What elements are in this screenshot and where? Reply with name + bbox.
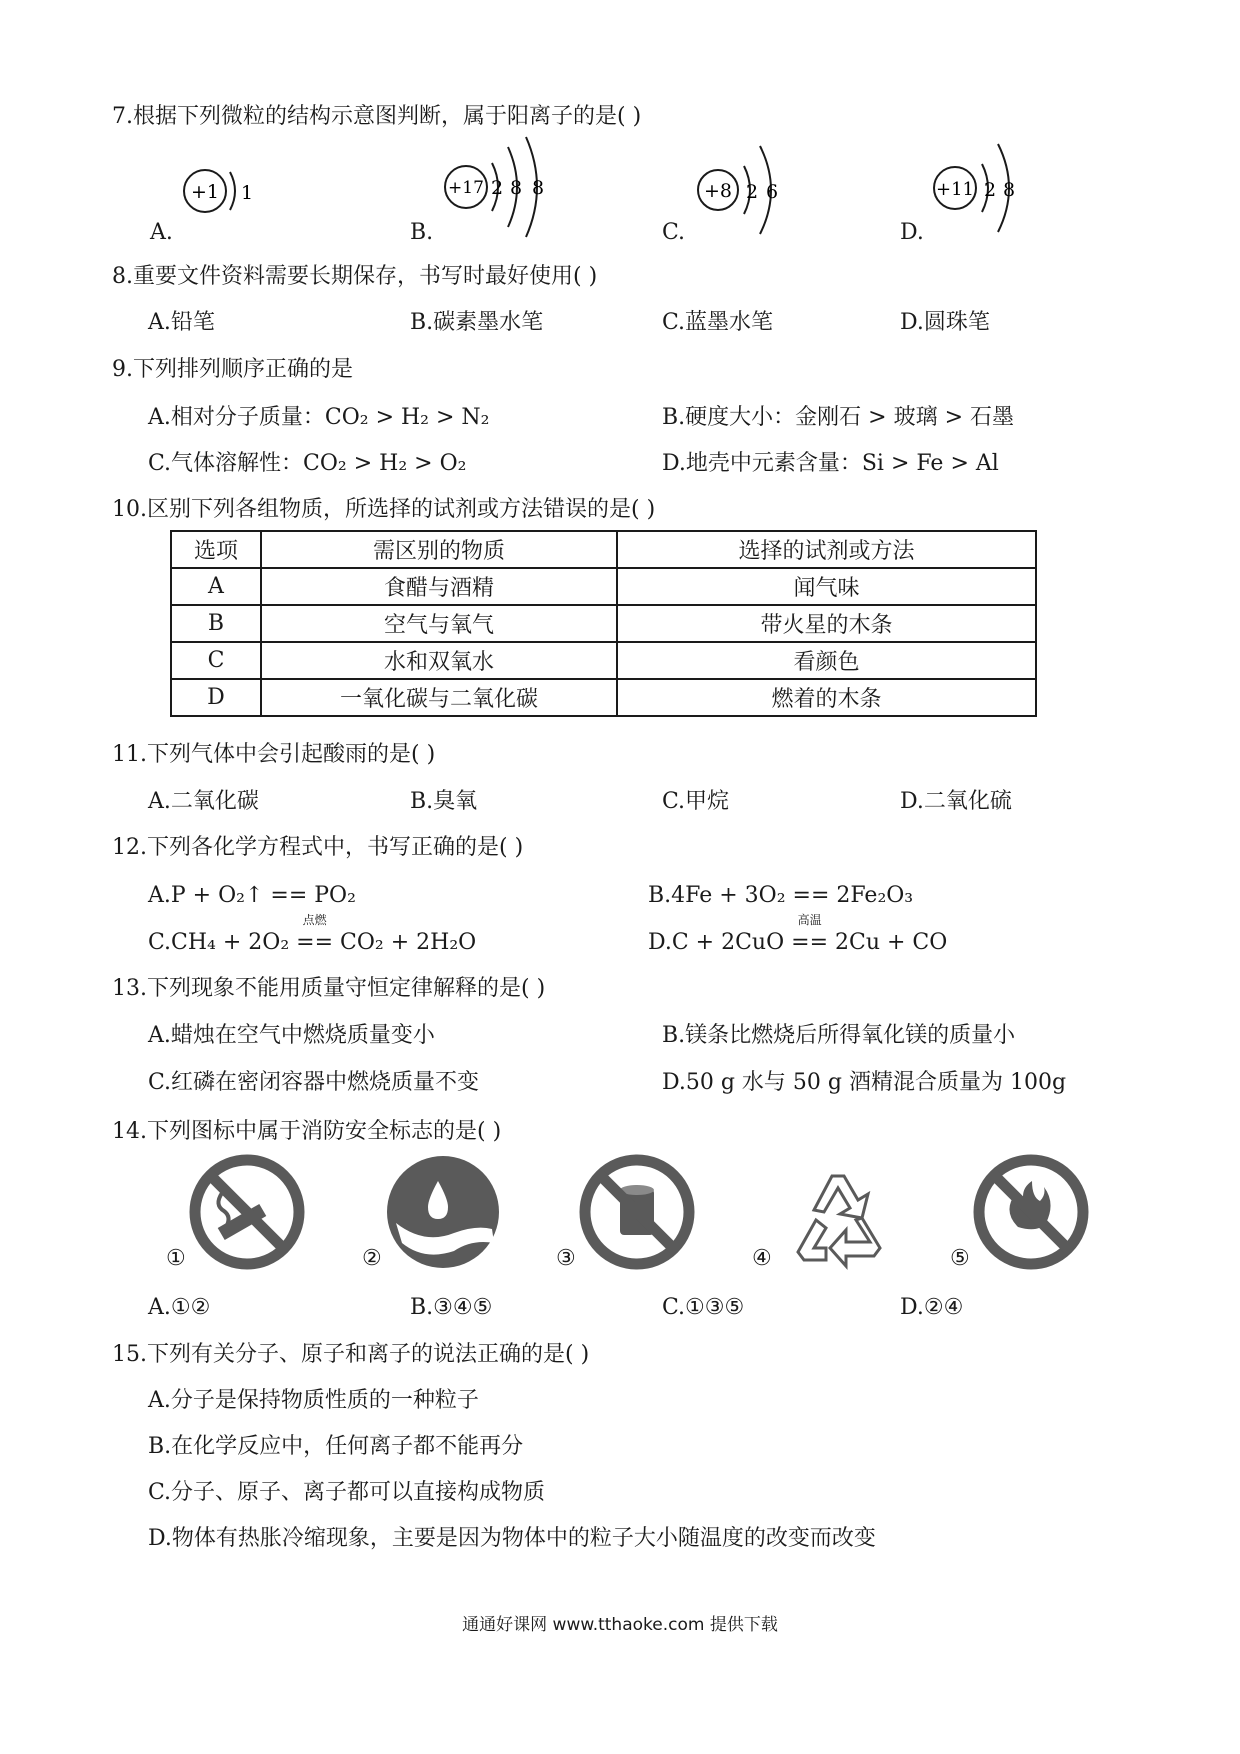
table-header-cell: 需区别的物质 xyxy=(261,531,617,568)
recycle-icon xyxy=(774,1152,900,1272)
q13-option-c: C.红磷在密闭容器中燃烧质量不变 xyxy=(148,1070,480,1095)
table-header-cell: 选择的试剂或方法 xyxy=(617,531,1036,568)
q12-option-a: A.P + O₂↑ == PO₂ xyxy=(148,883,356,908)
shell-count: 8 xyxy=(510,177,523,199)
q12-option-c xyxy=(148,913,477,958)
reaction-condition: 高温 == xyxy=(791,913,829,955)
reaction-condition: 点燃 == xyxy=(296,913,334,955)
q13-option-a: A.蜡烛在空气中燃烧质量变小 xyxy=(148,1023,435,1048)
equation-left: C.CH₄ + 2O₂ xyxy=(148,930,290,955)
atom-diagram-b xyxy=(440,135,560,245)
nucleus-label: +1 xyxy=(190,181,220,203)
table-cell: 带火星的木条 xyxy=(617,605,1036,642)
q8-option-c: C.蓝墨水笔 xyxy=(662,310,774,335)
table-row xyxy=(171,605,1036,642)
q13-option-d: D.50 g 水与 50 g 酒精混合质量为 100g xyxy=(662,1070,1067,1095)
q8-stem: 8.重要文件资料需要长期保存，书写时最好使用( ) xyxy=(112,264,598,289)
icon-number: ③ xyxy=(556,1246,576,1271)
table-cell: B xyxy=(171,605,261,642)
no-smoking-icon xyxy=(188,1153,306,1271)
q14-stem: 14.下列图标中属于消防安全标志的是( ) xyxy=(112,1119,502,1144)
shell-count: 1 xyxy=(241,182,254,204)
nucleus-label: +11 xyxy=(936,179,974,200)
icon-number: ⑤ xyxy=(950,1246,970,1271)
table-cell: 食醋与酒精 xyxy=(261,568,617,605)
table-cell: D xyxy=(171,679,261,716)
table-cell: 燃着的木条 xyxy=(617,679,1036,716)
q14-option-b: B.③④⑤ xyxy=(410,1295,493,1320)
q10-stem: 10.区别下列各组物质，所选择的试剂或方法错误的是( ) xyxy=(112,497,656,522)
table-row xyxy=(171,679,1036,716)
q12-option-d xyxy=(648,913,948,958)
q8-option-a: A.铅笔 xyxy=(148,310,215,335)
shell-count: 8 xyxy=(532,177,545,199)
q15-option-b: B.在化学反应中，任何离子都不能再分 xyxy=(148,1434,524,1459)
q9-option-d: D.地壳中元素含量：Si > Fe > Al xyxy=(662,451,999,476)
q11-stem: 11.下列气体中会引起酸雨的是( ) xyxy=(112,742,436,767)
equation-right: 2Cu + CO xyxy=(835,930,948,955)
q7-option-a-label: A. xyxy=(150,220,173,245)
equation-right: CO₂ + 2H₂O xyxy=(340,930,477,955)
water-saving-icon xyxy=(384,1153,502,1271)
nucleus-label: +17 xyxy=(448,178,484,198)
shell-count: 6 xyxy=(766,181,779,203)
table-cell: 水和双氧水 xyxy=(261,642,617,679)
q14-option-c: C.①③⑤ xyxy=(662,1295,745,1320)
q9-option-c: C.气体溶解性：CO₂ > H₂ > O₂ xyxy=(148,451,467,476)
table-cell: C xyxy=(171,642,261,679)
atom-diagram-c xyxy=(694,140,804,245)
q13-option-b: B.镁条比燃烧后所得氧化镁的质量小 xyxy=(662,1023,1016,1048)
atom-diagram-d xyxy=(930,140,1040,245)
q8-option-d: D.圆珠笔 xyxy=(900,310,990,335)
table-cell: 看颜色 xyxy=(617,642,1036,679)
table-cell: A xyxy=(171,568,261,605)
q11-option-d: D.二氧化硫 xyxy=(900,789,1012,814)
shell-count: 2 xyxy=(491,177,504,199)
q7-stem: 7.根据下列微粒的结构示意图判断，属于阳离子的是( ) xyxy=(112,104,642,129)
q7-option-c-label: C. xyxy=(662,220,686,245)
q8-option-b: B.碳素墨水笔 xyxy=(410,310,544,335)
table-cell: 空气与氧气 xyxy=(261,605,617,642)
q11-option-c: C.甲烷 xyxy=(662,789,730,814)
q13-stem: 13.下列现象不能用质量守恒定律解释的是( ) xyxy=(112,976,546,1001)
q15-option-a: A.分子是保持物质性质的一种粒子 xyxy=(148,1388,479,1413)
table-header-cell: 选项 xyxy=(171,531,261,568)
shell-count: 8 xyxy=(1003,179,1016,201)
q14-option-a: A.①② xyxy=(148,1295,211,1320)
page-footer: 通通好课网 www.tthaoke.com 提供下载 xyxy=(462,1615,778,1635)
shell-count: 2 xyxy=(984,179,997,201)
q7-option-d-label: D. xyxy=(900,220,924,245)
q12-option-b: B.4Fe + 3O₂ == 2Fe₂O₃ xyxy=(648,883,914,908)
q9-option-b: B.硬度大小：金刚石 > 玻璃 > 石墨 xyxy=(662,405,1015,430)
no-flammables-icon xyxy=(578,1153,696,1271)
table-row xyxy=(171,642,1036,679)
equation-left: D.C + 2CuO xyxy=(648,930,785,955)
no-open-flame-icon xyxy=(972,1153,1090,1271)
q9-stem: 9.下列排列顺序正确的是 xyxy=(112,357,353,382)
q9-option-a: A.相对分子质量：CO₂ > H₂ > N₂ xyxy=(148,405,490,430)
icon-number: ① xyxy=(166,1246,186,1271)
q15-option-c: C.分子、原子、离子都可以直接构成物质 xyxy=(148,1480,546,1505)
q15-option-d: D.物体有热胀冷缩现象，主要是因为物体中的粒子大小随温度的改变而改变 xyxy=(148,1526,876,1551)
q11-option-a: A.二氧化碳 xyxy=(148,789,259,814)
icon-number: ② xyxy=(362,1246,382,1271)
icon-number: ④ xyxy=(752,1246,772,1271)
nucleus-label: +8 xyxy=(703,180,733,202)
q12-stem: 12.下列各化学方程式中，书写正确的是( ) xyxy=(112,835,524,860)
atom-diagram-a xyxy=(178,160,258,230)
q7-option-b-label: B. xyxy=(410,220,434,245)
q14-option-d: D.②④ xyxy=(900,1295,964,1320)
table-cell: 一氧化碳与二氧化碳 xyxy=(261,679,617,716)
q11-option-b: B.臭氧 xyxy=(410,789,478,814)
shell-count: 2 xyxy=(746,181,759,203)
q10-table xyxy=(170,530,1037,717)
table-cell: 闻气味 xyxy=(617,568,1036,605)
table-header-row xyxy=(171,531,1036,568)
q15-stem: 15.下列有关分子、原子和离子的说法正确的是( ) xyxy=(112,1342,590,1367)
table-row xyxy=(171,568,1036,605)
